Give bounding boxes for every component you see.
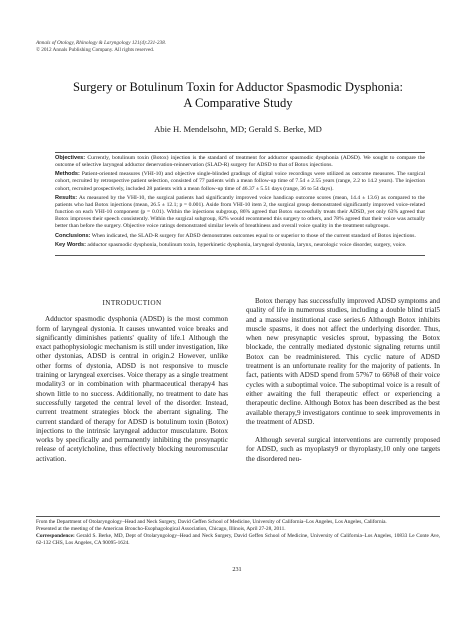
- body-paragraph: Although several surgical interventions are currently proposed for ADSD, such as myoplasty9 or thyroplasty,10 only one targets the disordered neu-: [246, 436, 440, 463]
- title-line-2: A Comparative Study: [183, 96, 293, 110]
- body-paragraph: Adductor spasmodic dysphonia (ADSD) is the most common form of laryngeal dystonia. It causes unwanted voice breaks and significantly diminishes patients' quality of life.1 Although the exact pathophysiologic mechanism is still under investigation, like other dystonias, ADSD is central in origin.2 However, unlike other forms of dystonia, ADSD is not responsive to muscle training or laryngeal exercises. Voice therapy as a single treatment modality3 or in combination with pharmaceutical therapy4 has shown little to no success. Additionally, no treatment to date has successfully targeted the central level of the disorder. Instead, current treatment strategies block the aberrant signaling. The current standard of therapy for ADSD is botulinum toxin (Botox) injections to the intrinsic laryngeal adductor musculature. Botox works by specifically and permanently inhibiting the presynaptic release of acetylcholine, thus effectively blocking neuromuscular activation.: [36, 315, 228, 463]
- results-text: As measured by the VHI-10, the surgical patients had significantly improved voice handicap outcome scores (mean, 14.4 ± 13.6) as compared to the patients who had Botox injections (mean, 26.5 ± 12.1; p = 0.001). Aside from VHI-10 item 2, the surgical group demonstrated significantly improved voice-related function on each VHI-10 component (p = 0.01). Within the injections subgroup, 86% agreed that Botox successfully treats their ADSD, yet only 63% agreed that Botox improves their speech consistently. Within the surgical subgroup, 82% would recommend this surgery to others, and 78% agreed that their voice was actually better than before the surgery. Objective voice ratings demonstrated similar levels of breathiness and overall voice quality in the treatment subgroups.: [55, 194, 425, 230]
- keywords-text: adductor spasmodic dysphonia, botulinum toxin, hyperkinetic dysphonia, laryngeal dystonia, larynx, neurologic voice disorder, surgery, voice.: [87, 241, 407, 248]
- methods-label: Methods:: [55, 171, 80, 178]
- conclusions-text: When indicated, the SLAD-R surgery for ADSD demonstrates outcomes equal to or superior to those of the current standard of Botox injections.: [91, 232, 416, 239]
- abstract-conclusions: [55, 233, 425, 240]
- footnote-correspondence: [36, 533, 440, 547]
- title-line-1: Surgery or Botulinum Toxin for Adductor Spasmodic Dysphonia:: [73, 80, 403, 94]
- correspondence-label: Correspondence:: [36, 532, 75, 539]
- objectives-label: Objectives:: [55, 155, 86, 161]
- conclusions-label: Conclusions:: [55, 232, 91, 239]
- footnote-affiliation: From the Department of Otolaryngology–Head and Neck Surgery, David Geffen School of Medicine, University of California–Los Angeles, Los Angeles, California.: [36, 519, 387, 525]
- body-column-left: [36, 297, 228, 464]
- results-label: Results:: [55, 194, 78, 201]
- page-number: 231: [232, 566, 242, 573]
- abstract-box: [55, 152, 425, 256]
- body-paragraph: Botox therapy has successfully improved ADSD symptoms and quality of life in numerous studies, including a double blind trial5 and a massive institutional case series.6 Although Botox inhibits muscle spasms, it does not affect the underlying disorder. Thus, when new presynaptic vesicles sprout, bypassing the Botox blockade, the centrally mediated dystonic signaling returns until Botox can be readministered. This cyclic nature of ADSD treatment is an unfortunate reality for the majority of patients. In fact, patients with ADSD spend from 57%7 to 66%8 of their voice cycles with a suboptimal voice. The suboptimal voice is a result of either awaiting the full therapeutic effect or experiencing a therapeutic decline. Although Botox has been described as the best available therapy,9 investigators continue to seek improvements in the treatment of ADSD.: [246, 297, 440, 426]
- abstract-objectives: [55, 155, 425, 169]
- journal-citation: [36, 40, 336, 54]
- footnotes: [36, 519, 440, 547]
- objectives-text: Currently, botulinum toxin (Botox) injection is the standard of treatment for adductor spasmodic dysphonia (ADSD). We sought to compare the outcome of selective laryngeal adductor denervation-reinnervation (SLAD-R) surgery for ADSD to that of Botox injections.: [55, 155, 425, 169]
- footnote-divider: [36, 516, 440, 517]
- body-column-right: [246, 297, 440, 464]
- correspondence-text: Gerald S. Berke, MD, Dept of Otolaryngology–Head and Neck Surgery, David Geffen School of Medicine, University of California–Los Angeles, 10833 Le Conte Ave, 62-132 CHS, Los Angeles, CA 90095-1624.: [36, 532, 440, 546]
- author-list: Abie H. Mendelsohn, MD; Gerald S. Berke, MD: [154, 124, 322, 134]
- methods-text: Patient-oriented measures (VHI-10) and objective single-blinded gradings of digital voice recordings were utilized as outcome measures. The surgical cohort, recruited by retrospective patient selection, consisted of 77 patients with a mean follow-up time of 7.54 ± 2.55 years (range, 2.2 to 14.2 years). The injection cohort, recruited prospectively, included 28 patients with a mean follow-up time of 46.37 ± 5.51 days (range, 36 to 54 days).: [55, 171, 426, 192]
- section-heading-introduction: INTRODUCTION: [102, 299, 162, 307]
- abstract-results: [55, 195, 425, 230]
- copyright-line: © 2012 Annals Publishing Company. All rights reserved.: [36, 47, 155, 53]
- keywords-label: Key Words:: [55, 241, 86, 248]
- abstract-keywords: [55, 242, 425, 249]
- article-title: [36, 79, 440, 111]
- footnote-presented: Presented at the meeting of the American Broncho-Esophagological Association, Chicago, Illinois, April 27-28, 2011.: [36, 525, 286, 532]
- abstract-methods: [55, 171, 425, 192]
- journal-name-line: Annals of Otology, Rhinology & Laryngology 121(4):231-238.: [36, 40, 166, 46]
